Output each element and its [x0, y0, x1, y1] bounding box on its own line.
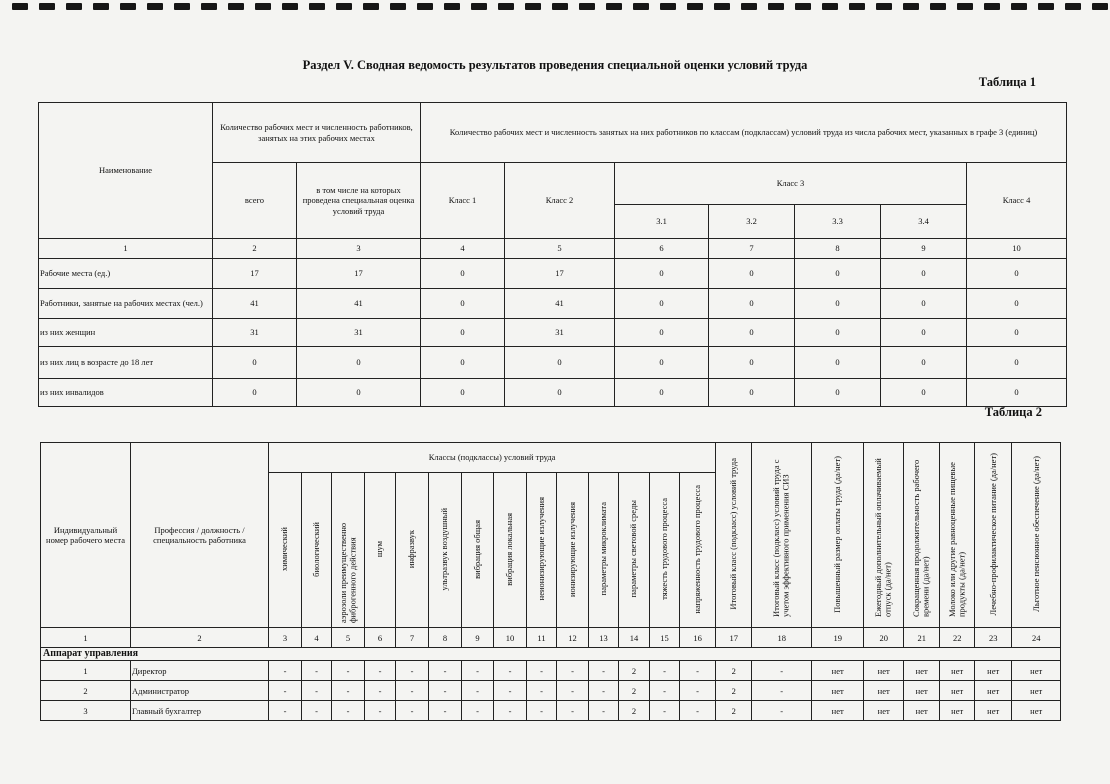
t1-row — [39, 259, 1067, 289]
t1-row — [39, 347, 1067, 379]
t2-cell: - — [429, 701, 462, 721]
t2-cell: нет — [940, 701, 975, 721]
t1-col-number: 6 — [615, 239, 709, 259]
t2-cell: 2 — [716, 681, 752, 701]
t1-col-number: 5 — [505, 239, 615, 259]
t2-col-number: 24 — [1012, 628, 1061, 648]
t2-header-extra — [864, 443, 904, 628]
t2-cell: - — [557, 661, 589, 681]
t2-section-header: Аппарат управления — [41, 648, 1061, 661]
t2-cell: - — [752, 681, 812, 701]
t1-cell: 0 — [421, 379, 505, 407]
t2-cell: - — [365, 701, 396, 721]
t2-col-number: 10 — [494, 628, 527, 648]
t1-cell: 17 — [297, 259, 421, 289]
t2-cell: - — [302, 661, 332, 681]
t1-cell: 0 — [709, 347, 795, 379]
binding-hole — [471, 3, 487, 10]
t2-row-id: 1 — [41, 661, 131, 681]
binding-hole — [903, 3, 919, 10]
t2-cell: - — [365, 681, 396, 701]
t2-cell: нет — [904, 701, 940, 721]
t2-header-factor-label: биологический — [310, 521, 321, 577]
t2-header-extra-label: Итоговый класс (подкласс) условий труда — [728, 458, 739, 610]
t1-subclass-3-2: 3.2 — [709, 205, 795, 239]
binding-hole — [309, 3, 325, 10]
t2-header-id: Индивидуальный номер рабочего места — [41, 443, 131, 628]
t1-cell: 0 — [421, 259, 505, 289]
t2-cell: - — [302, 701, 332, 721]
table2-caption: Таблица 2 — [984, 405, 1042, 419]
t2-cell: нет — [1012, 661, 1061, 681]
t1-cell: 0 — [795, 347, 881, 379]
t2-cell: нет — [975, 681, 1012, 701]
binding-hole — [174, 3, 190, 10]
binding-hole — [525, 3, 541, 10]
t2-cell: 2 — [716, 661, 752, 681]
t1-header-total: всего — [213, 163, 297, 239]
t2-col-number: 14 — [619, 628, 650, 648]
t1-header-class2: Класс 2 — [505, 163, 615, 239]
t1-header-class4: Класс 4 — [967, 163, 1067, 239]
t2-header-extra — [812, 443, 864, 628]
binding-hole — [417, 3, 433, 10]
t1-col-number: 7 — [709, 239, 795, 259]
t2-cell: - — [494, 681, 527, 701]
summary-table — [38, 102, 1067, 407]
binding-hole — [201, 3, 217, 10]
t2-cell: - — [557, 681, 589, 701]
t1-cell: 0 — [795, 379, 881, 407]
binding-hole — [120, 3, 136, 10]
binding-hole — [606, 3, 622, 10]
t1-row — [39, 319, 1067, 347]
workplaces-table — [40, 442, 1061, 721]
t2-col-number: 16 — [680, 628, 716, 648]
t2-cell: - — [680, 701, 716, 721]
t2-cell: 2 — [619, 701, 650, 721]
t2-cell: - — [557, 701, 589, 721]
t1-row — [39, 379, 1067, 407]
t1-header-assessed: в том числе на которых проведена специальная оценка условий труда — [297, 163, 421, 239]
t2-header-factor-label: вибрация локальная — [504, 512, 515, 586]
binding-hole — [768, 3, 784, 10]
t1-cell: 0 — [967, 347, 1067, 379]
t2-row — [41, 661, 1061, 681]
t1-cell: 0 — [709, 319, 795, 347]
t2-col-number: 6 — [365, 628, 396, 648]
t2-cell: - — [589, 701, 619, 721]
t2-cell: - — [680, 681, 716, 701]
t2-cell: - — [527, 701, 557, 721]
t2-col-number: 5 — [332, 628, 365, 648]
t2-header-factor — [680, 473, 716, 628]
t2-header-factor-label: химический — [279, 527, 290, 571]
t2-cell: 2 — [716, 701, 752, 721]
t2-header-factor-label: инфразвук — [406, 529, 417, 569]
t2-cell: - — [332, 681, 365, 701]
t2-header-factor-label: аэрозоли преимущественно фиброгенного действия — [337, 522, 357, 623]
binding-hole — [498, 3, 514, 10]
binding-hole — [12, 3, 28, 10]
page-title: Раздел V. Сводная ведомость результатов проведения специальной оценки условий труда — [302, 58, 808, 72]
t2-cell: - — [302, 681, 332, 701]
t1-cell: 0 — [421, 319, 505, 347]
t1-cell: 0 — [881, 347, 967, 379]
binding-hole — [849, 3, 865, 10]
t2-cell: - — [396, 701, 429, 721]
t2-header-factor — [589, 473, 619, 628]
binding-hole — [876, 3, 892, 10]
binding-hole — [147, 3, 163, 10]
binding-hole — [795, 3, 811, 10]
t2-row-profession: Администратор — [131, 681, 269, 701]
t1-row-name: Работники, занятые на рабочих местах (чел.) — [39, 289, 213, 319]
t1-cell: 0 — [213, 379, 297, 407]
t2-cell: нет — [812, 681, 864, 701]
t2-cell: - — [269, 681, 302, 701]
t2-header-factor-label: вибрация общая — [471, 519, 482, 579]
t2-cell: - — [752, 701, 812, 721]
t2-header-factor-label: параметры световой среды — [628, 500, 639, 598]
t1-cell: 0 — [297, 347, 421, 379]
t1-row — [39, 289, 1067, 319]
t2-cell: нет — [975, 661, 1012, 681]
t1-cell: 0 — [421, 347, 505, 379]
t2-header-factor-label: ионизирующие излучения — [566, 501, 577, 597]
t2-cell: - — [396, 661, 429, 681]
t2-header-factor — [269, 473, 302, 628]
t2-row-profession: Главный бухгалтер — [131, 701, 269, 721]
binding-hole — [255, 3, 271, 10]
t1-cell: 31 — [297, 319, 421, 347]
t2-header-factor-label: ультразвук воздушный — [439, 507, 450, 591]
t1-cell: 0 — [709, 289, 795, 319]
t2-col-number: 4 — [302, 628, 332, 648]
t1-header-class1: Класс 1 — [421, 163, 505, 239]
t2-col-number: 9 — [462, 628, 494, 648]
t1-header-quantity: Количество рабочих мест и численность работников, занятых на этих рабочих местах — [213, 103, 421, 163]
t2-cell: - — [650, 681, 680, 701]
t2-cell: - — [462, 681, 494, 701]
t1-row-name: из них инвалидов — [39, 379, 213, 407]
t1-subclass-3-4: 3.4 — [881, 205, 967, 239]
t2-cell: нет — [864, 701, 904, 721]
t2-cell: нет — [1012, 681, 1061, 701]
binding-hole — [282, 3, 298, 10]
t2-col-number: 11 — [527, 628, 557, 648]
t1-column-numbers — [39, 239, 1067, 259]
t2-row-id: 3 — [41, 701, 131, 721]
t1-body — [39, 259, 1067, 407]
t2-cell: нет — [1012, 701, 1061, 721]
t1-header-classes: Количество рабочих мест и численность занятых на них работников по классам (подклассам) условий труда из числа рабочих мест, указанных в графе 3 (единиц) — [421, 103, 1067, 163]
t2-header-extra-label: Повышенный размер оплаты труда (да/нет) — [832, 455, 843, 613]
t2-header-extra-label: Итоговый класс (подкласс) условий труда с учетом эффективного применения СИЗ — [771, 459, 791, 617]
t2-cell: нет — [864, 681, 904, 701]
t2-cell: - — [680, 661, 716, 681]
t1-subclass-3-1: 3.1 — [615, 205, 709, 239]
t2-cell: - — [527, 681, 557, 701]
t1-col-number: 2 — [213, 239, 297, 259]
t1-header-name: Наименование — [39, 103, 213, 239]
t1-cell: 0 — [615, 259, 709, 289]
t1-col-number: 3 — [297, 239, 421, 259]
t2-header-factor-label: тяжесть трудового процесса — [658, 498, 669, 600]
t2-row-profession: Директор — [131, 661, 269, 681]
t1-cell: 0 — [967, 289, 1067, 319]
binding-hole — [633, 3, 649, 10]
t2-cell: - — [589, 681, 619, 701]
t1-cell: 17 — [505, 259, 615, 289]
binding-hole — [93, 3, 109, 10]
t2-row — [41, 681, 1061, 701]
t2-col-number: 20 — [864, 628, 904, 648]
binding-hole — [1092, 3, 1108, 10]
t1-cell: 0 — [795, 289, 881, 319]
binding-hole — [714, 3, 730, 10]
binding-hole — [687, 3, 703, 10]
t2-col-number: 17 — [716, 628, 752, 648]
t1-cell: 0 — [795, 259, 881, 289]
t2-cell: - — [269, 701, 302, 721]
binding-hole — [930, 3, 946, 10]
t1-cell: 41 — [213, 289, 297, 319]
t1-cell: 0 — [709, 259, 795, 289]
t1-cell: 0 — [881, 289, 967, 319]
t2-header-factor — [650, 473, 680, 628]
t2-header-extra — [975, 443, 1012, 628]
t2-cell: - — [462, 661, 494, 681]
t2-header-factor-label: параметры микроклимата — [597, 502, 608, 596]
binding-hole — [741, 3, 757, 10]
t2-body — [41, 661, 1061, 721]
binding-hole — [822, 3, 838, 10]
t1-cell: 0 — [615, 319, 709, 347]
t2-header-factor-label: шум — [374, 540, 385, 558]
t2-header-factor — [332, 473, 365, 628]
t1-cell: 0 — [297, 379, 421, 407]
t1-cell: 0 — [967, 379, 1067, 407]
t1-col-number: 4 — [421, 239, 505, 259]
t2-header-extra — [716, 443, 752, 628]
t2-col-number: 12 — [557, 628, 589, 648]
t2-cell: - — [365, 661, 396, 681]
t2-col-number: 22 — [940, 628, 975, 648]
t1-cell: 0 — [505, 379, 615, 407]
t2-header-factor — [396, 473, 429, 628]
binding-hole — [1038, 3, 1054, 10]
t2-cell: нет — [940, 681, 975, 701]
t1-col-number: 9 — [881, 239, 967, 259]
t2-header-extra — [904, 443, 940, 628]
t2-cell: - — [752, 661, 812, 681]
t2-cell: нет — [812, 701, 864, 721]
t1-cell: 0 — [795, 319, 881, 347]
binding-hole — [957, 3, 973, 10]
binding-hole — [984, 3, 1000, 10]
t2-col-number: 7 — [396, 628, 429, 648]
t2-header-extra-label: Лечебно-профилактическое питание (да/нет) — [987, 452, 998, 616]
t1-cell: 17 — [213, 259, 297, 289]
t1-cell: 0 — [709, 379, 795, 407]
t2-cell: нет — [904, 661, 940, 681]
t2-cell: - — [589, 661, 619, 681]
t2-col-number: 15 — [650, 628, 680, 648]
t2-header-extra — [940, 443, 975, 628]
t2-cell: - — [332, 701, 365, 721]
t1-row-name: из них лиц в возрасте до 18 лет — [39, 347, 213, 379]
t1-row-name: из них женщин — [39, 319, 213, 347]
t2-header-factor — [494, 473, 527, 628]
t1-cell: 0 — [615, 289, 709, 319]
t2-cell: 2 — [619, 681, 650, 701]
t1-col-number: 8 — [795, 239, 881, 259]
t2-col-number: 19 — [812, 628, 864, 648]
t2-cell: - — [650, 701, 680, 721]
t1-cell: 0 — [967, 259, 1067, 289]
t2-header-profession: Профессия / должность / специальность работника — [131, 443, 269, 628]
t2-header-factor — [365, 473, 396, 628]
t2-header-extra-label: Сокращенная продолжительность рабочего времени (да/нет) — [911, 459, 931, 617]
t2-cell: - — [494, 701, 527, 721]
t2-col-number: 8 — [429, 628, 462, 648]
t2-cell: - — [269, 661, 302, 681]
binding-hole — [660, 3, 676, 10]
t2-cell: - — [462, 701, 494, 721]
t2-header-factor — [429, 473, 462, 628]
t1-cell: 0 — [421, 289, 505, 319]
t2-cell: - — [429, 661, 462, 681]
t1-cell: 31 — [213, 319, 297, 347]
t2-header-classes: Классы (подклассы) условий труда — [269, 443, 716, 473]
binding-hole — [66, 3, 82, 10]
binding-hole — [228, 3, 244, 10]
t2-header-extra-label: Льготное пенсионное обеспечение (да/нет) — [1030, 456, 1041, 612]
t1-cell: 0 — [881, 319, 967, 347]
t2-header-extra-label: Молоко или другие равноценные пищевые продукты (да/нет) — [946, 462, 967, 617]
t2-cell: - — [527, 661, 557, 681]
t2-col-number: 2 — [131, 628, 269, 648]
t2-header-extra — [1012, 443, 1061, 628]
t2-cell: нет — [904, 681, 940, 701]
t1-cell: 0 — [505, 347, 615, 379]
t2-column-numbers — [41, 628, 1061, 648]
t2-cell: нет — [975, 701, 1012, 721]
binding-hole — [444, 3, 460, 10]
t1-cell: 31 — [505, 319, 615, 347]
t2-cell: 2 — [619, 661, 650, 681]
t2-header-factor — [557, 473, 589, 628]
binding-hole — [552, 3, 568, 10]
t1-cell: 0 — [881, 379, 967, 407]
t1-col-number: 10 — [967, 239, 1067, 259]
t2-cell: - — [494, 661, 527, 681]
t2-col-number: 23 — [975, 628, 1012, 648]
t1-cell: 0 — [881, 259, 967, 289]
t2-header-factor — [462, 473, 494, 628]
t2-cell: нет — [940, 661, 975, 681]
binding-hole — [579, 3, 595, 10]
t1-cell: 0 — [967, 319, 1067, 347]
t2-header-factor — [527, 473, 557, 628]
t1-cell: 41 — [505, 289, 615, 319]
t2-col-number: 1 — [41, 628, 131, 648]
binding-hole — [363, 3, 379, 10]
t2-header-factor — [302, 473, 332, 628]
t2-header-extra — [752, 443, 812, 628]
t2-cell: нет — [812, 661, 864, 681]
binding-hole — [1011, 3, 1027, 10]
t2-cell: - — [332, 661, 365, 681]
t1-cell: 0 — [615, 379, 709, 407]
t1-row-name: Рабочие места (ед.) — [39, 259, 213, 289]
t2-col-number: 21 — [904, 628, 940, 648]
t2-row — [41, 701, 1061, 721]
binding-hole — [336, 3, 352, 10]
t1-header-class3: Класс 3 — [615, 163, 967, 205]
t2-header-extra-label: Ежегодный дополнительный оплачиваемый отпуск (да/нет) — [873, 458, 893, 617]
t1-col-number: 1 — [39, 239, 213, 259]
t2-col-number: 3 — [269, 628, 302, 648]
t2-cell: - — [650, 661, 680, 681]
t2-cell: нет — [864, 661, 904, 681]
table1-caption: Таблица 1 — [978, 75, 1036, 89]
t1-cell: 41 — [297, 289, 421, 319]
t2-cell: - — [429, 681, 462, 701]
t1-subclass-3-3: 3.3 — [795, 205, 881, 239]
t1-cell: 0 — [213, 347, 297, 379]
binding-hole — [1065, 3, 1081, 10]
t1-cell: 0 — [615, 347, 709, 379]
t2-row-id: 2 — [41, 681, 131, 701]
binding-hole — [390, 3, 406, 10]
t2-cell: - — [396, 681, 429, 701]
t2-col-number: 13 — [589, 628, 619, 648]
t2-col-number: 18 — [752, 628, 812, 648]
binding-holes — [0, 0, 1110, 14]
t2-header-factor — [619, 473, 650, 628]
t2-header-factor-label: неионизирующие излучения — [535, 497, 546, 601]
binding-hole — [39, 3, 55, 10]
t2-header-factor-label: напряженность трудового процесса — [691, 484, 702, 614]
